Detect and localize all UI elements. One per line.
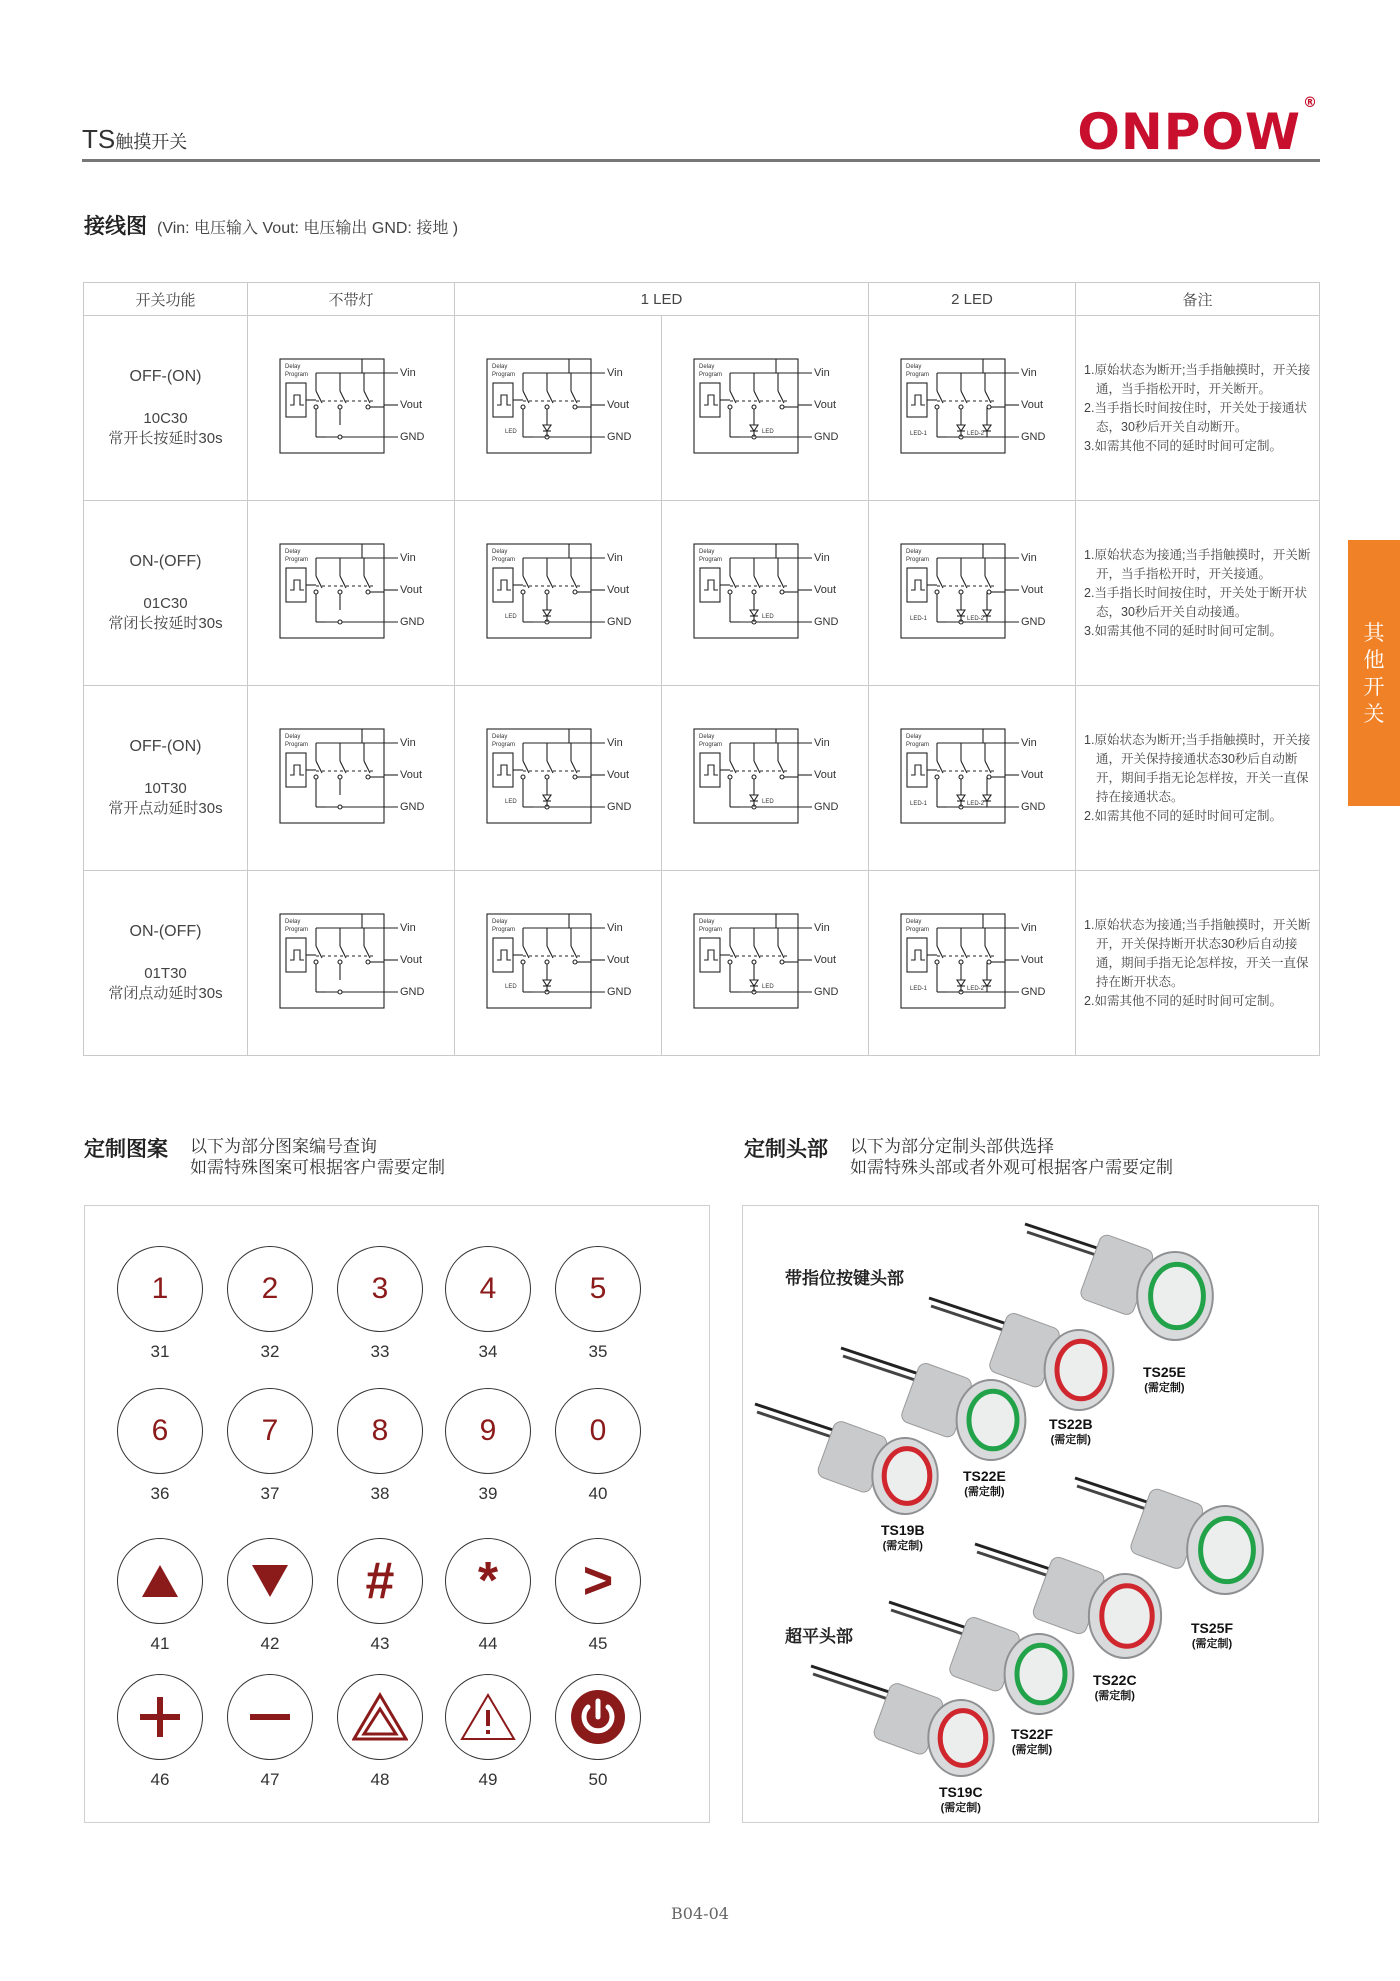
delay-label: Delay [699,733,715,740]
program-label: Program [285,741,309,748]
notes-cell [1076,871,1320,1056]
pattern-code: 39 [478,1484,498,1503]
custom-note: (需定制) [964,1486,1005,1498]
led-ring [940,1711,986,1766]
delay-label: Delay [906,733,922,740]
vin-label: Vin [1021,736,1037,749]
hazard-icon [352,1692,408,1742]
switch-code: 01T30 [144,965,187,982]
table-row [84,686,1320,871]
product-name: TS22B [1049,1416,1093,1432]
function-cell [84,686,248,871]
led1-label: LED-1 [910,800,928,807]
pattern-code: 40 [588,1484,608,1503]
program-label: Program [699,371,723,378]
wiring-diagram-cell [455,871,662,1056]
vout-label: Vout [814,953,837,966]
led-label: LED [762,613,774,620]
wiring-diagram [897,906,1047,1016]
led-label: LED [505,428,517,435]
pattern-symbol: 0 [589,1414,607,1447]
delay-label: Delay [285,548,301,555]
delay-label: Delay [906,548,922,555]
gnd-label: GND [814,800,839,813]
pattern-symbol: 9 [479,1414,497,1447]
led-ring [1057,1341,1105,1399]
product-name: TS22C [1093,1672,1137,1688]
product-name: TS25E [1143,1364,1186,1380]
wiring-diagram-cell [662,501,869,686]
wiring-diagram [897,351,1047,461]
pattern-code: 33 [370,1342,390,1361]
delay-label: Delay [699,363,715,370]
product-label [963,1468,1006,1500]
led-label: LED [505,798,517,805]
pattern-symbol: 6 [151,1414,169,1447]
pattern-item [443,1388,533,1504]
col-header-notes: 备注 [1076,283,1320,316]
product-label [1049,1416,1093,1448]
pattern-code: 34 [478,1342,498,1361]
switch-desc: 常开点动延时30s [108,800,223,817]
notes-cell [1076,686,1320,871]
function-cell [84,871,248,1056]
head-panel [742,1205,1319,1823]
wiring-diagram-cell [869,686,1076,871]
gnd-label: GND [607,800,632,813]
vin-label: Vin [814,366,830,379]
note-line: 2.当手指长时间按住时，开关处于接通状态，30秒后开关自动断开。 [1084,400,1307,434]
wiring-diagram [483,536,633,646]
col-header-1led: 1 LED [455,283,869,316]
pattern-circle [337,1674,423,1760]
switch-desc: 常闭点动延时30s [108,985,223,1002]
wiring-diagram-cell [455,316,662,501]
pattern-item [443,1538,533,1654]
led-label: LED [762,983,774,990]
note-line: 2.当手指长时间按住时，开关处于断开状态，30秒后开关自动接通。 [1084,585,1307,619]
wiring-diagram [690,906,840,1016]
pattern-symbol: 7 [261,1414,279,1447]
pattern-symbol: * [477,1552,499,1610]
pattern-symbol: 3 [371,1272,389,1305]
program-label: Program [699,556,723,563]
wiring-diagram [276,906,426,1016]
vout-label: Vout [814,768,837,781]
pattern-circle [555,1388,641,1474]
vout-label: Vout [400,768,423,781]
pattern-circle [555,1246,641,1332]
led-ring [1201,1518,1254,1581]
plus-icon [138,1695,182,1739]
program-label: Program [492,371,516,378]
pattern-symbol: 5 [589,1272,607,1305]
led-label: LED [505,613,517,620]
notes-cell [1076,316,1320,501]
pattern-symbol: 1 [151,1272,169,1305]
delay-label: Delay [285,918,301,925]
delay-label: Delay [285,363,301,370]
pattern-code: 48 [370,1770,390,1789]
page-title: TS触摸开关 [82,124,188,154]
pattern-circle [117,1246,203,1332]
switch-wire [811,1666,901,1696]
notes-cell [1076,501,1320,686]
wiring-diagram-cell [869,501,1076,686]
pattern-item [335,1388,425,1504]
switch-code: 10T30 [144,780,187,797]
led-label: LED [762,428,774,435]
wiring-title: 接线图 [84,215,147,238]
note-line: 1.原始状态为接通;当手指触摸时，开关断开，开关保持断开状态30秒后自动接通，期间手指无论怎样按，开关一直保持在断开状态。 [1084,917,1311,989]
col-header-2led: 2 LED [869,283,1076,316]
vin-label: Vin [607,736,623,749]
heads-heading: 定制头部 以下为部分定制头部供选择 如需特殊头部或者外观可根据客户需要定制 [744,1137,1173,1177]
product-name: TS22E [963,1468,1006,1484]
pattern-symbol: > [582,1552,614,1610]
switch-desc: 常闭长按延时30s [108,615,223,632]
pattern-item [553,1246,643,1362]
program-label: Program [492,556,516,563]
pattern-circle [555,1538,641,1624]
led-ring [884,1449,930,1504]
wiring-legend: (Vin: 电压输入 Vout: 电压输出 GND: 接地 ) [157,220,459,237]
wiring-diagram [897,721,1047,831]
pattern-panel [84,1205,710,1823]
vout-label: Vout [814,398,837,411]
wiring-diagram-cell [662,316,869,501]
vout-label: Vout [400,583,423,596]
led-label: LED [762,798,774,805]
custom-note: (需定制) [1191,1638,1233,1650]
pattern-item [115,1388,205,1504]
vout-label: Vout [814,583,837,596]
vout-label: Vout [607,953,630,966]
switch-mode: ON-(OFF) [129,923,202,940]
delay-label: Delay [492,548,508,555]
vout-label: Vout [607,583,630,596]
table-row [84,871,1320,1056]
product-label [1093,1672,1137,1704]
led2-label: LED-2 [967,430,985,437]
pattern-code: 49 [478,1770,498,1789]
side-category-tab: 其 他 开 关 [1348,540,1400,806]
led2-label: LED-2 [967,985,985,992]
function-cell [84,316,248,501]
pattern-code: 41 [150,1634,170,1653]
vin-label: Vin [814,551,830,564]
led1-label: LED-1 [910,430,928,437]
note-line: 2.如需其他不同的延时时间可定制。 [1084,993,1282,1008]
vout-label: Vout [1021,953,1044,966]
pattern-item [553,1388,643,1504]
product-label [1011,1726,1053,1758]
program-label: Program [906,741,930,748]
pattern-item [115,1538,205,1654]
led2-label: LED-2 [967,800,985,807]
gnd-label: GND [400,430,425,443]
pattern-item [443,1246,533,1362]
led-ring [1017,1645,1065,1703]
pattern-symbol: # [365,1552,395,1610]
pattern-symbol: 2 [261,1272,279,1305]
gnd-label: GND [400,615,425,628]
program-label: Program [285,926,309,933]
group-label-finger-head: 带指位按键头部 [785,1269,904,1288]
custom-note: (需定制) [1144,1382,1185,1394]
col-header-function: 开关功能 [84,283,248,316]
delay-label: Delay [699,918,715,925]
product-label [1143,1364,1186,1396]
led-label: LED [505,983,517,990]
vin-label: Vin [607,921,623,934]
gnd-label: GND [1021,430,1046,443]
switch-mode: OFF-(ON) [129,738,202,755]
delay-label: Delay [492,363,508,370]
pattern-circle [227,1388,313,1474]
function-cell [84,501,248,686]
gnd-label: GND [400,800,425,813]
wiring-diagram-cell [455,686,662,871]
gnd-label: GND [814,615,839,628]
wiring-diagram-cell [248,871,455,1056]
program-label: Program [492,926,516,933]
wiring-diagram-cell [455,501,662,686]
note-line: 1.原始状态为断开;当手指触摸时，开关接通，开关保持接通状态30秒后自动断开，期间手指无论怎样按，开关一直保持在接通状态。 [1084,732,1311,804]
pattern-circle [117,1538,203,1624]
pattern-circle [445,1246,531,1332]
vin-label: Vin [1021,551,1037,564]
pattern-circle [227,1538,313,1624]
program-label: Program [699,741,723,748]
custom-note: (需定制) [1050,1434,1091,1446]
gnd-label: GND [1021,615,1046,628]
note-line: 3.如需其他不同的延时时间可定制。 [1084,623,1282,638]
table-row [84,316,1320,501]
vin-label: Vin [400,736,416,749]
product-name: TS19B [881,1522,925,1538]
vout-label: Vout [1021,398,1044,411]
down-triangle-icon [250,1561,290,1601]
wiring-diagram [690,721,840,831]
vout-label: Vout [607,398,630,411]
pattern-circle [555,1674,641,1760]
pattern-code: 46 [150,1770,170,1789]
program-label: Program [906,371,930,378]
product-label [939,1784,983,1816]
product-name: TS19C [939,1784,983,1800]
wiring-diagram [897,536,1047,646]
wiring-heading [84,210,458,240]
gnd-label: GND [400,985,425,998]
led-ring [1151,1264,1204,1327]
switch-code: 01C30 [143,595,188,612]
pattern-symbol: 8 [371,1414,389,1447]
wiring-diagram [690,351,840,461]
wiring-diagram-cell [869,871,1076,1056]
pattern-code: 44 [478,1634,498,1653]
pattern-item [225,1674,315,1790]
vin-label: Vin [1021,921,1037,934]
custom-note: (需定制) [882,1540,923,1552]
wiring-diagram-cell [248,501,455,686]
vin-label: Vin [814,736,830,749]
gnd-label: GND [814,985,839,998]
pattern-item [225,1246,315,1362]
switch-desc: 常开长按延时30s [108,430,223,447]
note-line: 1.原始状态为接通;当手指触摸时，开关断开，当手指松开时，开关接通。 [1084,547,1311,581]
vin-label: Vin [400,551,416,564]
power-icon [570,1689,626,1745]
page-number: B04-04 [671,1904,729,1923]
switch-mode: OFF-(ON) [129,368,202,385]
pattern-item [335,1538,425,1654]
wiring-diagram-cell [662,686,869,871]
col-header-no-light: 不带灯 [248,283,455,316]
program-label: Program [906,556,930,563]
pattern-code: 37 [260,1484,280,1503]
wiring-diagram-cell [248,316,455,501]
gnd-label: GND [1021,800,1046,813]
delay-label: Delay [906,918,922,925]
delay-label: Delay [492,918,508,925]
patterns-heading: 定制图案 以下为部分图案编号查询 如需特殊图案可根据客户需要定制 [84,1137,445,1177]
vin-label: Vin [607,551,623,564]
switch-mode: ON-(OFF) [129,553,202,570]
custom-note: (需定制) [1011,1744,1053,1756]
warning-icon [460,1692,516,1742]
pattern-code: 43 [370,1634,390,1653]
pattern-item [553,1538,643,1654]
custom-note: (需定制) [1094,1690,1135,1702]
wiring-diagram [276,536,426,646]
wiring-diagram-cell [662,871,869,1056]
pattern-code: 32 [260,1342,280,1361]
pattern-item [335,1246,425,1362]
note-line: 1.原始状态为断开;当手指触摸时，开关接通，当手指松开时，开关断开。 [1084,362,1311,396]
brand-logo: ONPOW ® [1077,95,1318,161]
up-triangle-icon [140,1561,180,1601]
pattern-circle [445,1388,531,1474]
pattern-code: 31 [150,1342,170,1361]
pattern-circle [227,1246,313,1332]
pattern-circle [117,1388,203,1474]
vin-label: Vin [607,366,623,379]
product-name: TS25F [1191,1620,1234,1636]
product-name: TS22F [1011,1726,1054,1742]
led1-label: LED-1 [910,615,928,622]
delay-label: Delay [906,363,922,370]
pattern-symbol: 4 [479,1272,497,1305]
minus-icon [248,1695,292,1739]
pattern-code: 45 [588,1634,608,1653]
product-label [1191,1620,1233,1652]
led1-label: LED-1 [910,985,928,992]
wiring-diagram [276,721,426,831]
pattern-code: 42 [260,1634,280,1653]
vin-label: Vin [400,366,416,379]
wiring-table [83,282,1320,1056]
pattern-item [225,1388,315,1504]
switch-wire [755,1404,845,1434]
vout-label: Vout [400,953,423,966]
vout-label: Vout [400,398,423,411]
delay-label: Delay [699,548,715,555]
pattern-code: 36 [150,1484,170,1503]
gnd-label: GND [607,615,632,628]
note-line: 3.如需其他不同的延时时间可定制。 [1084,438,1282,453]
custom-note: (需定制) [940,1802,981,1814]
pattern-circle [337,1246,423,1332]
pattern-circle [117,1674,203,1760]
delay-label: Delay [285,733,301,740]
pattern-code: 50 [588,1770,608,1789]
wiring-diagram [483,906,633,1016]
vout-label: Vout [1021,583,1044,596]
table-row [84,501,1320,686]
vin-label: Vin [400,921,416,934]
delay-label: Delay [492,733,508,740]
gnd-label: GND [1021,985,1046,998]
wiring-diagram-cell [248,686,455,871]
wiring-diagram [690,536,840,646]
program-label: Program [492,741,516,748]
group-label-flat-head: 超平头部 [785,1627,853,1646]
pattern-circle [337,1538,423,1624]
wiring-diagram [483,721,633,831]
pattern-item [443,1674,533,1790]
program-label: Program [285,556,309,563]
wiring-diagram-cell [869,316,1076,501]
vout-label: Vout [1021,768,1044,781]
pattern-circle [445,1674,531,1760]
wiring-diagram [483,351,633,461]
pattern-circle [337,1388,423,1474]
pattern-item [553,1674,643,1790]
pattern-item [115,1246,205,1362]
table-header-row [84,283,1320,316]
switch-code: 10C30 [143,410,188,427]
program-label: Program [906,926,930,933]
note-line: 2.如需其他不同的延时时间可定制。 [1084,808,1282,823]
pattern-item [335,1674,425,1790]
gnd-label: GND [607,430,632,443]
vin-label: Vin [814,921,830,934]
vout-label: Vout [607,768,630,781]
pattern-code: 47 [260,1770,280,1789]
vin-label: Vin [1021,366,1037,379]
gnd-label: GND [607,985,632,998]
program-label: Program [699,926,723,933]
led-ring [1102,1586,1152,1646]
pattern-circle [227,1674,313,1760]
gnd-label: GND [814,430,839,443]
led2-label: LED-2 [967,615,985,622]
wiring-diagram [276,351,426,461]
led-ring [969,1391,1017,1449]
page-header [82,95,1320,162]
pattern-code: 38 [370,1484,390,1503]
pattern-item [115,1674,205,1790]
pattern-item [225,1538,315,1654]
pattern-code: 35 [588,1342,608,1361]
program-label: Program [285,371,309,378]
pattern-circle [445,1538,531,1624]
product-label [881,1522,925,1554]
